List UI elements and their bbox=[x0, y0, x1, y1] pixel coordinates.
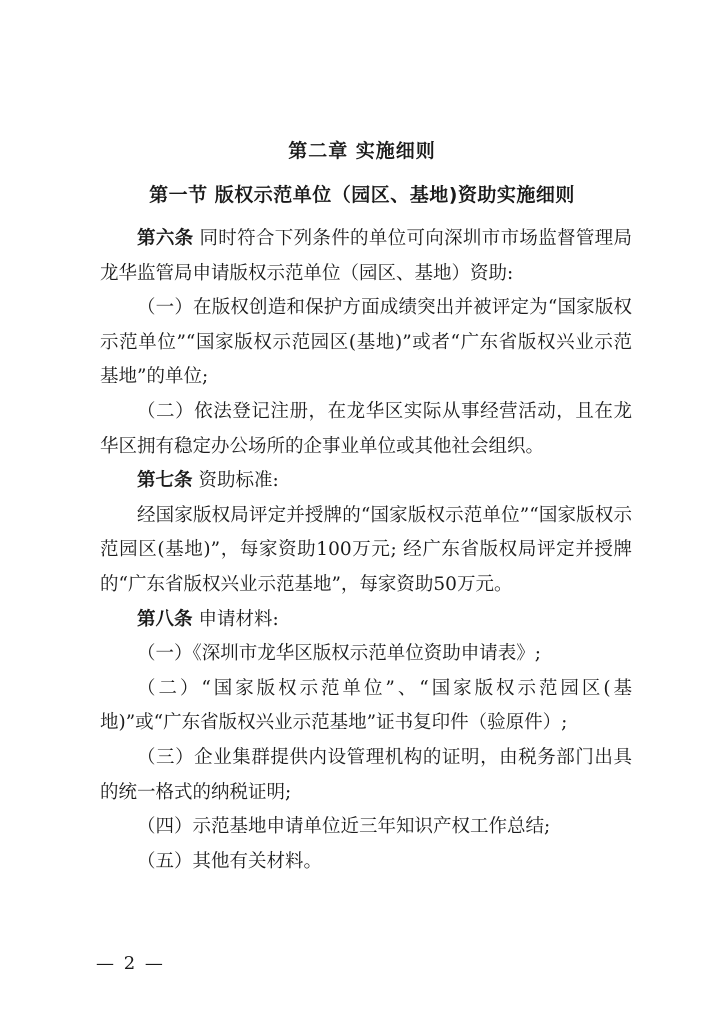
document-body bbox=[100, 222, 632, 879]
article-6-paragraph bbox=[100, 222, 632, 291]
article-8-item-1: （一）《深圳市龙华区版权示范单位资助申请表》; bbox=[137, 643, 541, 665]
section-title: 第一节 版权示范单位（园区、基地)资助实施细则 bbox=[149, 184, 575, 206]
page-number: — 2 — bbox=[96, 953, 165, 974]
article-8-text: 申请材料: bbox=[198, 608, 279, 630]
chapter-title: 第二章 实施细则 bbox=[288, 140, 436, 162]
article-7-heading: 第七条 bbox=[137, 470, 193, 492]
article-8-item-2: （二）“国家版权示范单位”、“国家版权示范园区(基地)”或“广东省版权兴业示范基地”证书复印件（验原件）; bbox=[100, 677, 632, 734]
article-8-item-3: （三）企业集群提供内设管理机构的证明，由税务部门出具的统一格式的纳税证明; bbox=[100, 746, 632, 803]
article-8-paragraph bbox=[100, 603, 632, 638]
article-8-item-5: （五）其他有关材料。 bbox=[137, 850, 323, 872]
article-6-heading: 第六条 bbox=[137, 228, 194, 249]
article-8-item-4: （四）示范基地申请单位近三年知识产权工作总结; bbox=[137, 816, 551, 838]
article-6-item-2: （二）依法登记注册，在龙华区实际从事经营活动，且在龙华区拥有稳定办公场所的企事业单位或其他社会组织。 bbox=[100, 400, 632, 457]
article-7-paragraph bbox=[100, 464, 632, 499]
article-8-heading: 第八条 bbox=[137, 608, 193, 630]
article-6-text: 同时符合下列条件的单位可向深圳市市场监督管理局龙华监管局申请版权示范单位（园区、基地）资助: bbox=[100, 228, 632, 284]
article-7-item-1: 经国家版权局评定并授牌的“国家版权示范单位”“国家版权示范园区(基地)”，每家资助100万元; 经广东省版权局评定并授牌的“广东省版权兴业示范基地”，每家资助50万元。 bbox=[100, 504, 632, 595]
article-7-text: 资助标准: bbox=[198, 470, 279, 492]
article-6-item-1: （一）在版权创造和保护方面成绩突出并被评定为“国家版权示范单位”“国家版权示范园区(基地)”或者“广东省版权兴业示范基地”的单位; bbox=[100, 297, 632, 388]
